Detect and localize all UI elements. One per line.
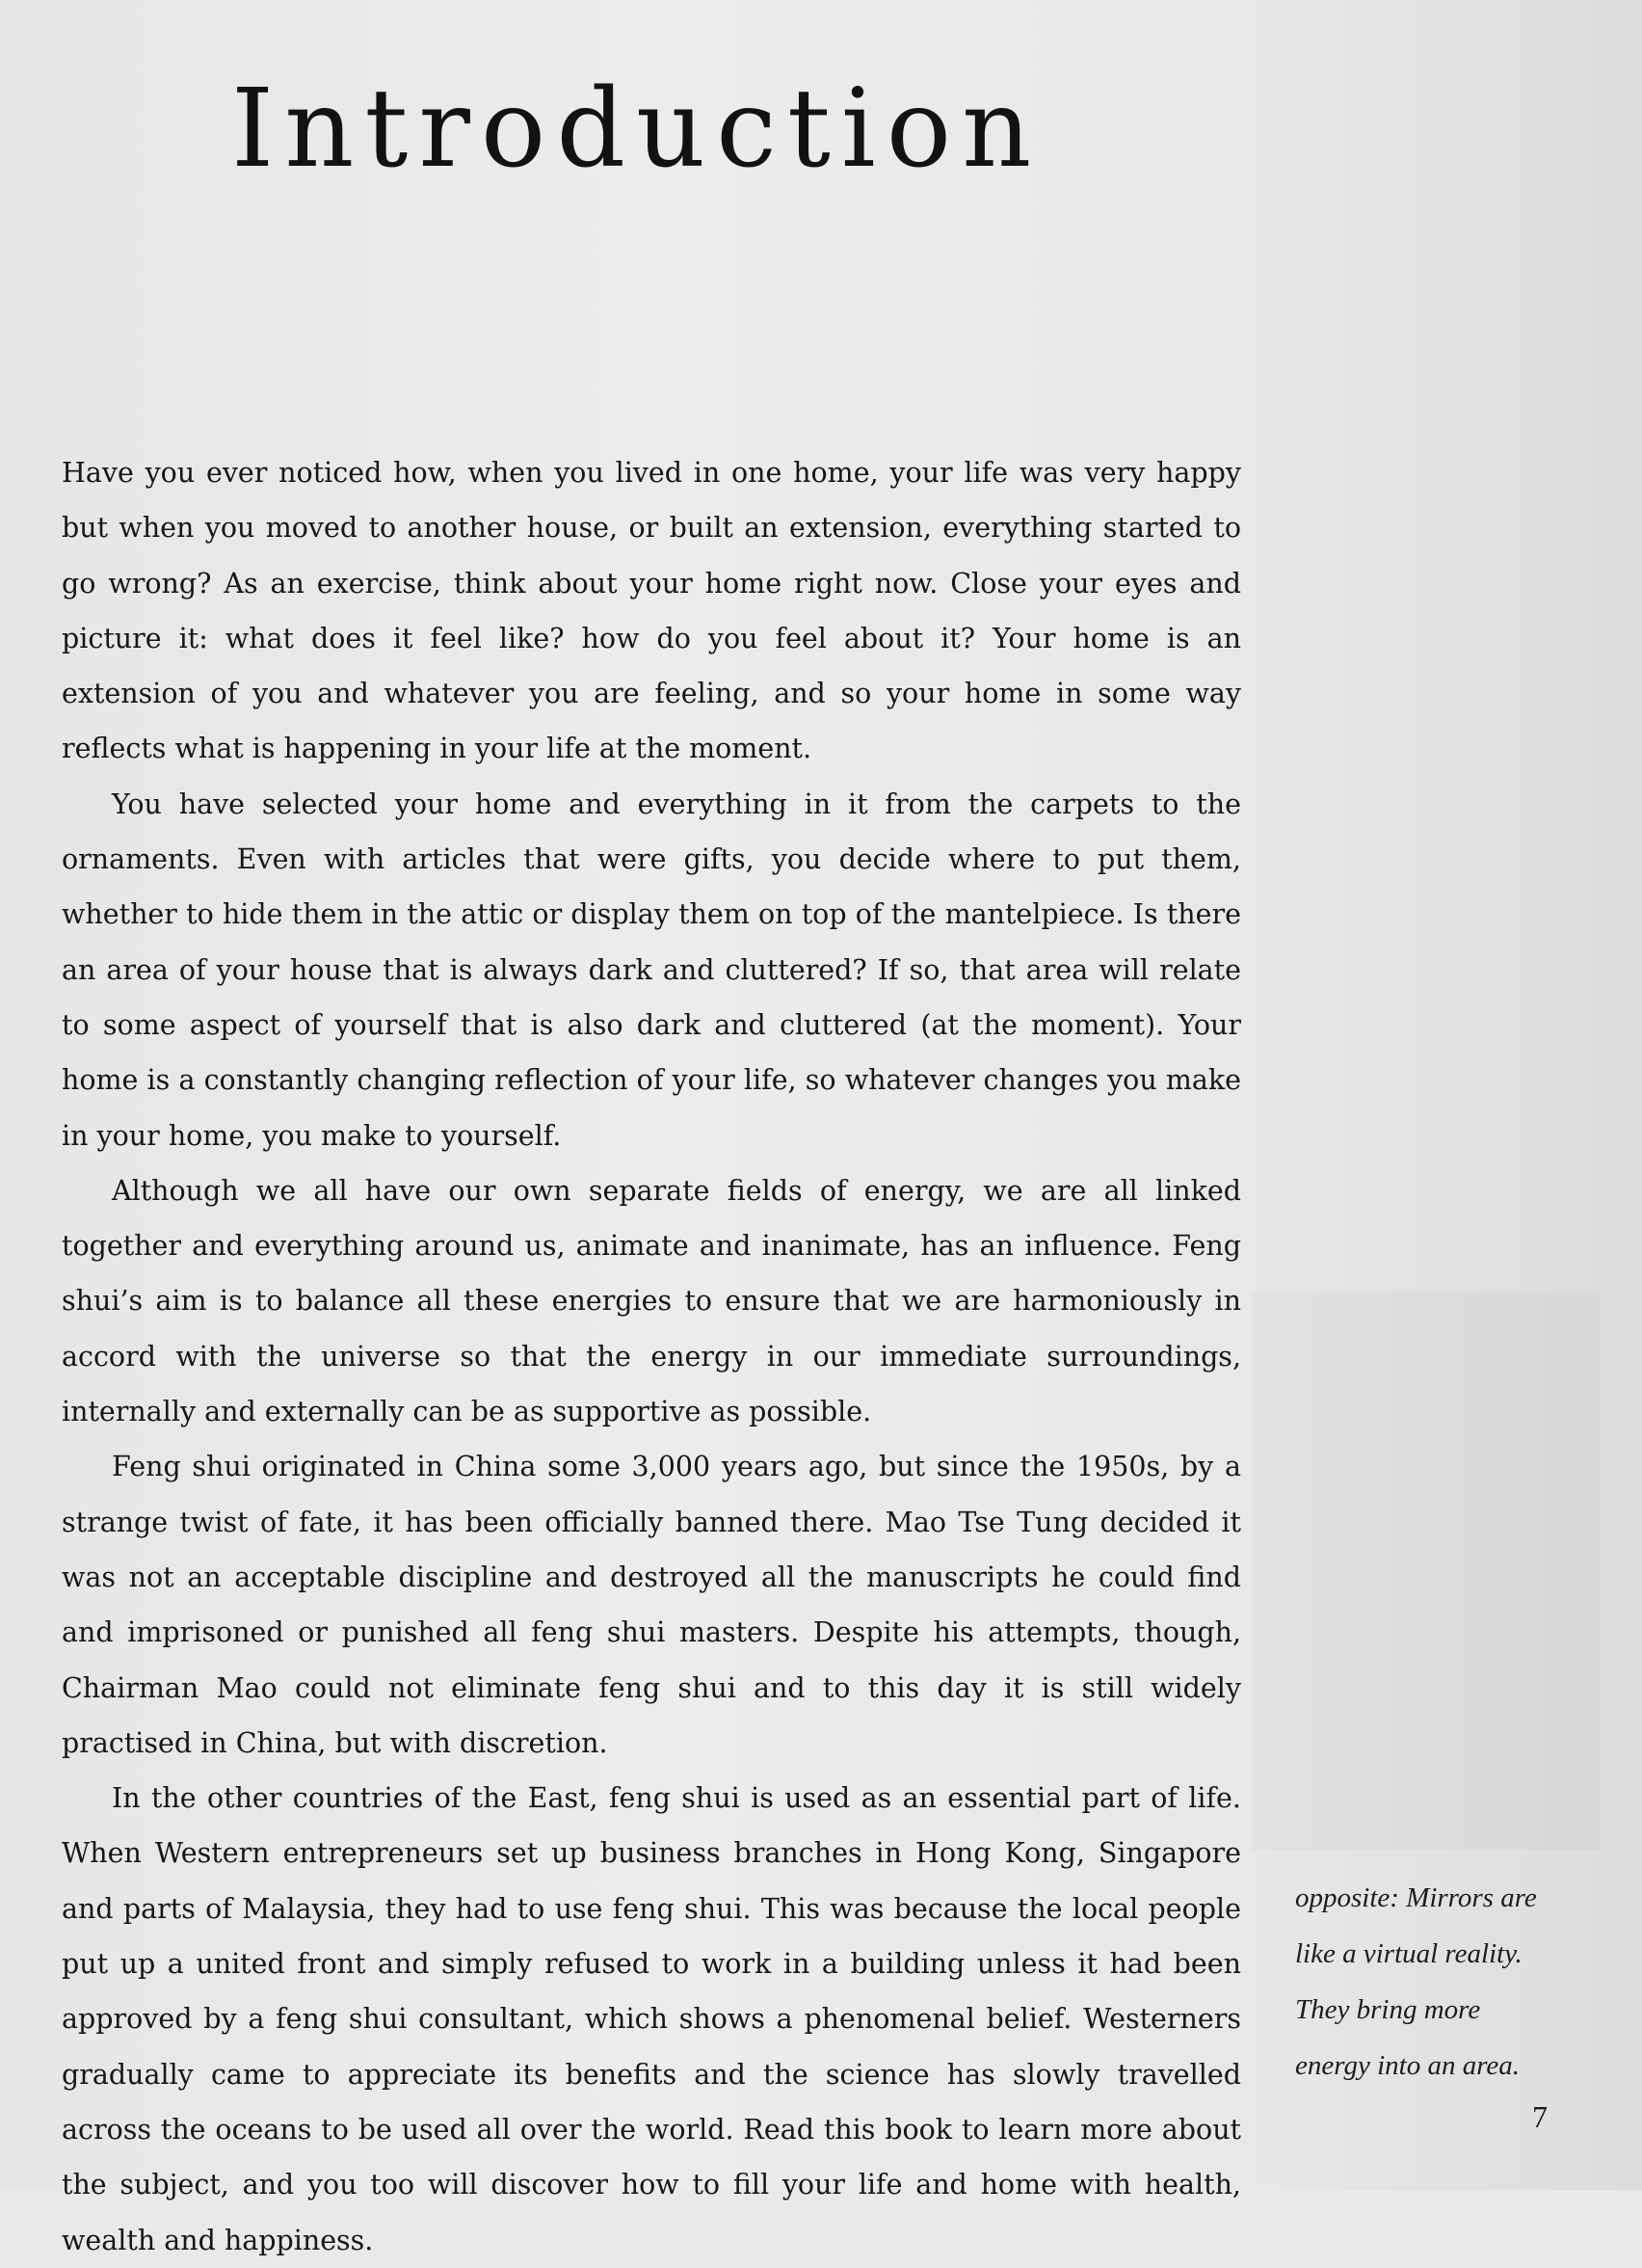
background-panel	[1253, 1292, 1600, 1851]
caption-line: They bring more	[1295, 1994, 1481, 2025]
body-text	[62, 445, 1241, 2268]
caption-line: energy into an area.	[1295, 2050, 1521, 2081]
caption-line: like a virtual reality.	[1295, 1938, 1523, 1969]
paragraph: Have you ever noticed how, when you lived in one home, your life was very happy but when you moved to another house, or built an extension, everything started to go wrong? As an exercise, think about your home right now. Close your eyes and picture it: what does it feel like? how do you feel about it? Your home is an extension of you and whatever you are feeling, and so your home in some way reflects what is happening in your life at the moment.	[62, 457, 1241, 765]
page-title: Introduction	[231, 67, 1043, 192]
paragraph: In the other countries of the East, feng shui is used as an essential part of life. When Western entrepreneurs set up business branches in Hong Kong, Singapore and parts of Malaysia, they had to use feng shui. This was because the local people put up a united front and simply refused to work in a building unless it had been approved by a feng shui consultant, which shows a phenomenal belief. Westerners gradually came to appreciate its benefits and the science has slowly travelled across the oceans to be used all over the world. Read this book to learn more about the subject, and you too will discover how to fill your life and home with health, wealth and happiness.	[62, 1782, 1241, 2256]
page-number: 7	[1532, 2099, 1548, 2134]
paragraph: Feng shui originated in China some 3,000 years ago, but since the 1950s, by a strange twist of fate, it has been officially banned there. Mao Tse Tung decided it was not an acceptable discipline and destroyed all the manuscripts he could find and imprisoned or punished all feng shui masters. Despite his attempts, though, Chairman Mao could not eliminate feng shui and to this day it is still widely practised in China, but with discretion.	[62, 1451, 1241, 1759]
paragraph: You have selected your home and everything in it from the carpets to the ornaments. Even with articles that were gifts, you decide where to put them, whether to hide them in the attic or display them on top of the mantelpiece. Is there an area of your house that is always dark and cluttered? If so, that area will relate to some aspect of yourself that is also dark and cluttered (at the moment). Your home is a constantly changing reflection of your life, so whatever changes you make in your home, you make to yourself.	[62, 787, 1241, 1152]
caption-line: opposite: Mirrors are	[1295, 1882, 1537, 1913]
paragraph: Although we all have our own separate fields of energy, we are all linked together and everything around us, animate and inanimate, has an influence. Feng shui’s aim is to balance all these energies to ensure that we are harmoniously in accord with the universe so that the energy in our immediate surroundings, internally and externally can be as supportive as possible.	[62, 1174, 1241, 1428]
image-caption	[1295, 1870, 1584, 2094]
